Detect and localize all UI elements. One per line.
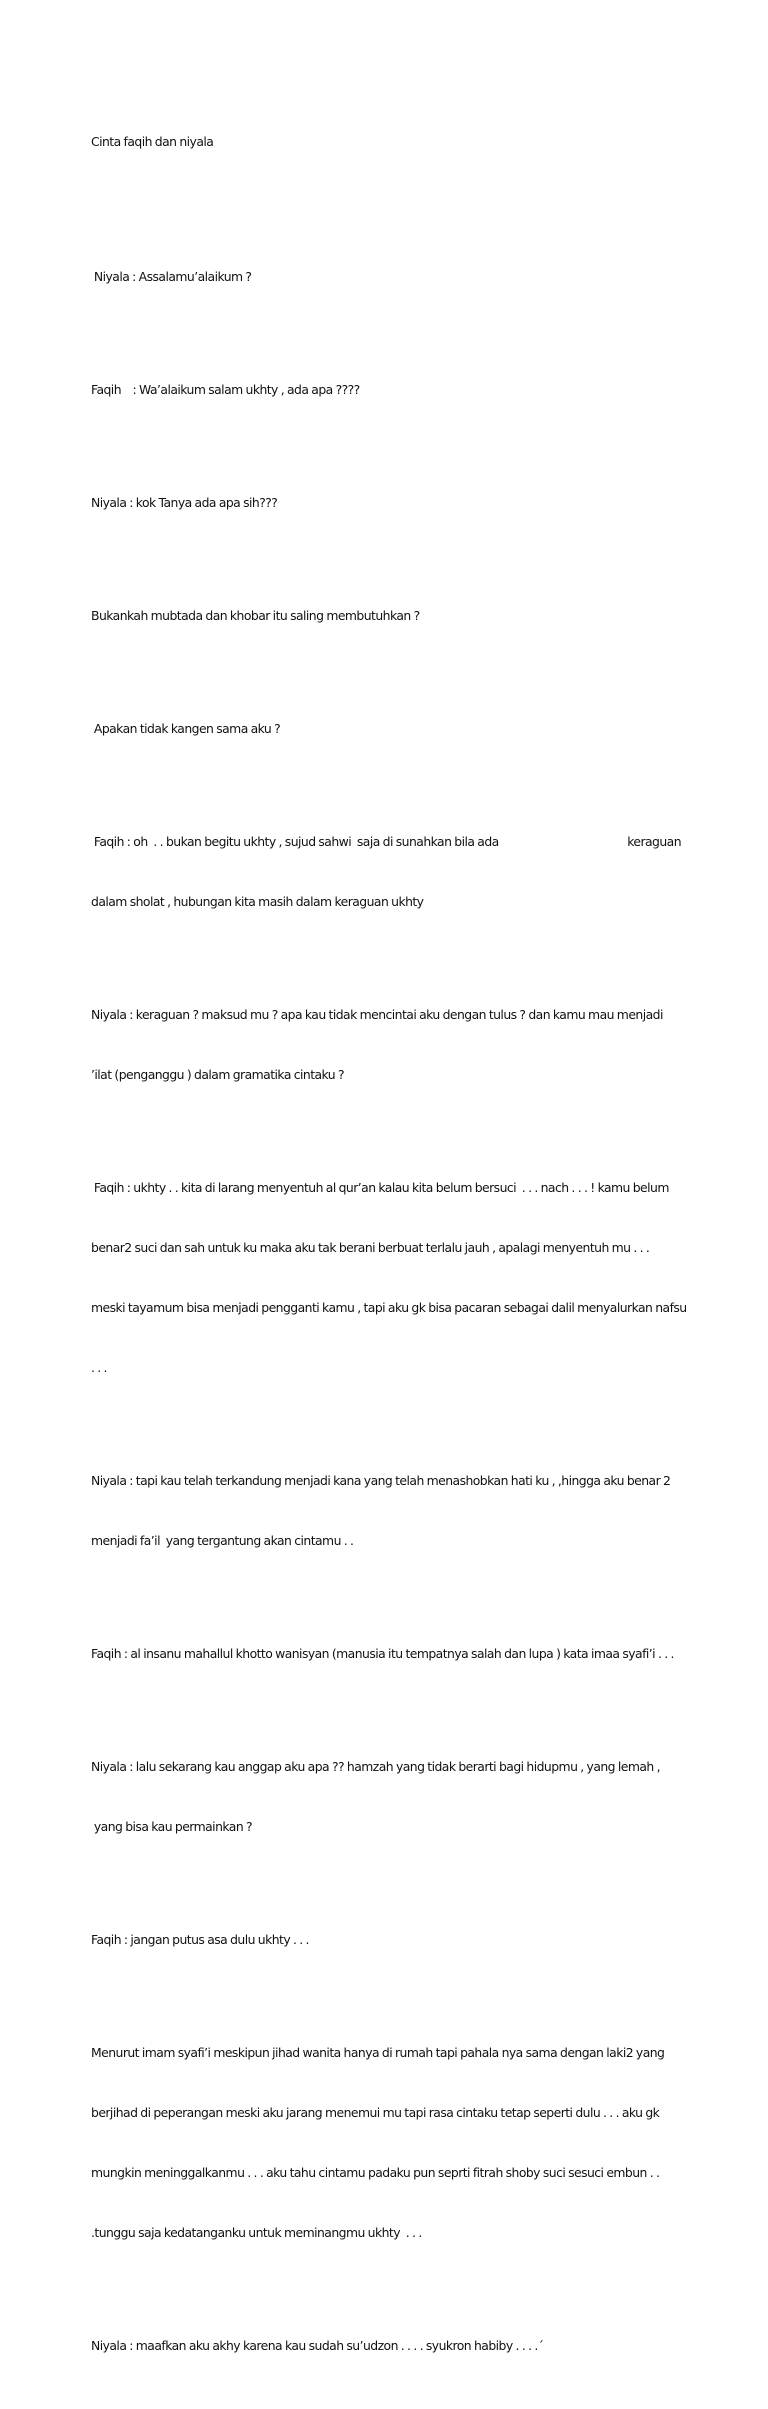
paragraph-14 xyxy=(91,2296,681,2396)
paragraph-line: Niyala : Assalamu’alaikum ? xyxy=(91,269,252,284)
paragraph-8 xyxy=(91,1138,687,1418)
paragraph-line: Niyala : keraguan ? maksud mu ? apa kau tidak mencintai aku dengan tulus ? dan kamu mau menjadi xyxy=(91,1007,663,1022)
paragraph-12 xyxy=(91,1890,681,1990)
paragraph-line: . . . xyxy=(91,1360,107,1375)
paragraph-line: ’ilat (penganggu ) dalam gramatika cintaku ? xyxy=(91,1067,345,1082)
paragraph-9 xyxy=(91,1431,681,1591)
paragraph-line-left: Faqih : oh . . bukan begitu ukhty , sujud sahwi saja di sunahkan bila ada xyxy=(91,834,499,849)
paragraph-line: .tunggu saja kedatanganku untuk meminangmu ukhty . . . xyxy=(91,2225,422,2240)
paragraph-10 xyxy=(91,1604,681,1704)
paragraph-line: Niyala : lalu sekarang kau anggap aku apa ?? hamzah yang tidak berarti bagi hidupmu , yang lemah , xyxy=(91,1759,660,1774)
paragraph-6 xyxy=(91,792,681,952)
paragraph-line: mungkin meninggalkanmu . . . aku tahu cintamu padaku pun seprti fitrah shoby suci sesuci embun . . xyxy=(91,2165,660,2180)
paragraph-11 xyxy=(91,1717,681,1877)
paragraph-3 xyxy=(91,453,681,553)
paragraph-13 xyxy=(91,2003,681,2283)
paragraph-line: Niyala : tapi kau telah terkandung menjadi kana yang telah menashobkan hati ku , ,hingga aku benar 2 xyxy=(91,1473,671,1488)
paragraph-line: Apakan tidak kangen sama aku ? xyxy=(91,721,281,736)
document-body xyxy=(91,92,687,2409)
paragraph-line: benar2 suci dan sah untuk ku maka aku tak berani berbuat terlalu jauh , apalagi menyentuh mu . . . xyxy=(91,1240,650,1255)
paragraph-line-right: keraguan xyxy=(627,834,681,849)
document-title xyxy=(91,92,681,192)
paragraph-line: menjadi fa’il yang tergantung akan cintamu . . xyxy=(91,1533,354,1548)
paragraph-7 xyxy=(91,965,681,1125)
paragraph-5 xyxy=(91,679,681,779)
paragraph-line: berjihad di peperangan meski aku jarang menemui mu tapi rasa cintaku tetap seperti dulu . . . aku gk xyxy=(91,2105,660,2120)
paragraph-line: Niyala : kok Tanya ada apa sih??? xyxy=(91,495,278,510)
paragraph-line: yang bisa kau permainkan ? xyxy=(91,1819,253,1834)
paragraph-line: Faqih : al insanu mahallul khotto wanisyan (manusia itu tempatnya salah dan lupa ) kata imaa syafi’i . . . xyxy=(91,1646,674,1661)
paragraph-line: dalam sholat , hubungan kita masih dalam keraguan ukhty xyxy=(91,894,424,909)
paragraph-2 xyxy=(91,340,681,440)
paragraph-line-justified xyxy=(91,832,681,852)
paragraph-line: Faqih : ukhty . . kita di larang menyentuh al qur’an kalau kita belum bersuci . . . nach . . . ! kamu belum xyxy=(91,1180,669,1195)
title-text: Cinta faqih dan niyala xyxy=(91,134,214,149)
paragraph-line: Faqih : jangan putus asa dulu ukhty . . . xyxy=(91,1932,309,1947)
paragraph-line: Faqih : Wa’alaikum salam ukhty , ada apa ???? xyxy=(91,382,360,397)
paragraph-line: meski tayamum bisa menjadi pengganti kamu , tapi aku gk bisa pacaran sebagai dalil menyalurkan nafsu xyxy=(91,1300,687,1315)
paragraph-line: Niyala : maafkan aku akhy karena kau sudah su’udzon . . . . syukron habiby . . . .´ xyxy=(91,2338,544,2353)
paragraph-line: Bukankah mubtada dan khobar itu saling membutuhkan ? xyxy=(91,608,420,623)
paragraph-1 xyxy=(91,227,681,327)
paragraph-4 xyxy=(91,566,681,666)
paragraph-line: Menurut imam syafi’i meskipun jihad wanita hanya di rumah tapi pahala nya sama dengan laki2 yang xyxy=(91,2045,665,2060)
